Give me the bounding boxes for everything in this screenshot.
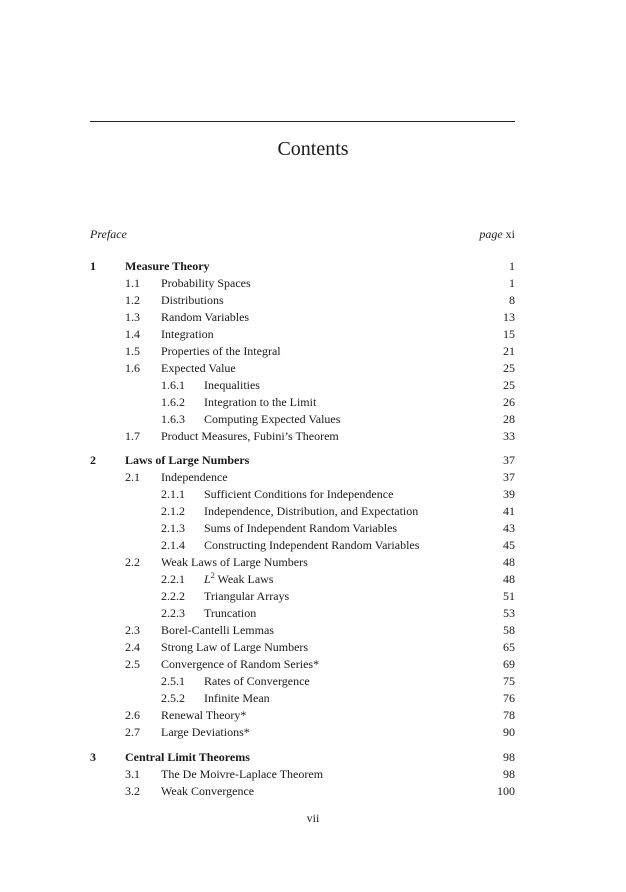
- subsection-page: 28: [503, 412, 515, 426]
- subsection-title-variable: L: [204, 572, 211, 586]
- section-number: 2.6: [125, 708, 140, 722]
- section-title: Expected Value: [161, 361, 236, 375]
- section-title: Properties of the Integral: [161, 344, 281, 358]
- subsection-number: 2.1.2: [161, 504, 185, 518]
- subsection-title: Rates of Convergence: [204, 674, 310, 688]
- page-number-footer: vii: [306, 811, 320, 825]
- section-page: 33: [503, 429, 515, 443]
- section-number: 1.4: [125, 327, 140, 341]
- section-title: Weak Convergence: [161, 784, 255, 798]
- subsection-page: 53: [503, 606, 515, 620]
- subsection-title-text: Weak Laws: [214, 572, 274, 586]
- section-title: Probability Spaces: [161, 276, 251, 290]
- subsection-page: 39: [503, 487, 515, 501]
- subsection-number: 1.6.3: [161, 412, 185, 426]
- section-title: Weak Laws of Large Numbers: [161, 555, 308, 569]
- chapter-number: 2: [90, 453, 96, 467]
- section-page: 25: [503, 361, 515, 375]
- subsection-page: 45: [503, 538, 515, 552]
- section-title: Large Deviations*: [161, 725, 250, 739]
- section-number: 2.7: [125, 725, 140, 739]
- section-number: 2.3: [125, 623, 140, 637]
- chapter-number: 3: [90, 750, 96, 764]
- section-page: 1: [509, 276, 515, 290]
- section-title: Strong Law of Large Numbers: [161, 640, 309, 654]
- section-number: 1.2: [125, 293, 140, 307]
- preface-page-prefix: page: [479, 227, 503, 241]
- subsection-number: 2.5.2: [161, 691, 185, 705]
- subsection-title: [204, 571, 273, 588]
- section-number: 2.1: [125, 470, 140, 484]
- section-title: Product Measures, Fubini’s Theorem: [161, 429, 339, 443]
- section-page: 37: [503, 470, 515, 484]
- subsection-number: 2.2.3: [161, 606, 185, 620]
- subsection-title: Computing Expected Values: [204, 412, 341, 426]
- preface-page: [300, 226, 515, 243]
- section-title: Integration: [161, 327, 214, 341]
- subsection-number: 2.2.2: [161, 589, 185, 603]
- chapter-page: 1: [509, 259, 515, 273]
- section-page: 78: [503, 708, 515, 722]
- subsection-number: 1.6.2: [161, 395, 185, 409]
- subsection-title: Triangular Arrays: [204, 589, 290, 603]
- section-title: Borel-Cantelli Lemmas: [161, 623, 274, 637]
- subsection-page: 41: [503, 504, 515, 518]
- subsection-title: Constructing Independent Random Variables: [204, 538, 420, 552]
- section-number: 1.3: [125, 310, 140, 324]
- subsection-page: 75: [503, 674, 515, 688]
- section-number: 2.2: [125, 555, 140, 569]
- preface-page-number: xi: [505, 227, 515, 241]
- section-number: 1.5: [125, 344, 140, 358]
- chapter-title: Measure Theory: [125, 259, 210, 273]
- page-title: Contents: [277, 138, 349, 160]
- subsection-title: Inequalities: [204, 378, 260, 392]
- subsection-number: 2.5.1: [161, 674, 185, 688]
- section-title: Random Variables: [161, 310, 250, 324]
- subsection-title: Integration to the Limit: [204, 395, 317, 409]
- subsection-number: 2.1.4: [161, 538, 185, 552]
- subsection-title: Sufficient Conditions for Independence: [204, 487, 394, 501]
- subsection-page: 48: [503, 572, 515, 586]
- section-page: 90: [503, 725, 515, 739]
- subsection-number: 1.6.1: [161, 378, 185, 392]
- section-number: 3.1: [125, 767, 140, 781]
- section-number: 3.2: [125, 784, 140, 798]
- subsection-title: Truncation: [204, 606, 257, 620]
- subsection-title: Sums of Independent Random Variables: [204, 521, 398, 535]
- chapter-page: 37: [503, 453, 515, 467]
- section-number: 1.6: [125, 361, 140, 375]
- section-title: The De Moivre-Laplace Theorem: [161, 767, 324, 781]
- subsection-number: 2.1.3: [161, 521, 185, 535]
- chapter-page: 98: [503, 750, 515, 764]
- subsection-page: 26: [503, 395, 515, 409]
- section-page: 65: [503, 640, 515, 654]
- section-number: 2.4: [125, 640, 140, 654]
- subsection-title: Independence, Distribution, and Expectation: [204, 504, 419, 518]
- section-page: 100: [497, 784, 515, 798]
- section-title: Independence: [161, 470, 228, 484]
- section-page: 13: [503, 310, 515, 324]
- chapter-title: Laws of Large Numbers: [125, 453, 250, 467]
- subsection-page: 43: [503, 521, 515, 535]
- section-title: Convergence of Random Series*: [161, 657, 320, 671]
- chapter-title: Central Limit Theorems: [125, 750, 250, 764]
- section-title: Renewal Theory*: [161, 708, 247, 722]
- section-page: 58: [503, 623, 515, 637]
- section-title: Distributions: [161, 293, 224, 307]
- subsection-page: 25: [503, 378, 515, 392]
- subsection-page: 51: [503, 589, 515, 603]
- section-number: 1.1: [125, 276, 140, 290]
- subsection-number: 2.2.1: [161, 572, 185, 586]
- section-page: 8: [509, 293, 515, 307]
- section-number: 1.7: [125, 429, 140, 443]
- subsection-number: 2.1.1: [161, 487, 185, 501]
- top-rule: [90, 121, 515, 122]
- section-page: 69: [503, 657, 515, 671]
- subsection-title-exponent: 2: [210, 571, 215, 580]
- preface-label[interactable]: Preface: [90, 227, 127, 241]
- subsection-page: 76: [503, 691, 515, 705]
- section-page: 98: [503, 767, 515, 781]
- section-number: 2.5: [125, 657, 140, 671]
- subsection-title: Infinite Mean: [204, 691, 270, 705]
- section-page: 48: [503, 555, 515, 569]
- section-page: 15: [503, 327, 515, 341]
- chapter-number: 1: [90, 259, 96, 273]
- section-page: 21: [503, 344, 515, 358]
